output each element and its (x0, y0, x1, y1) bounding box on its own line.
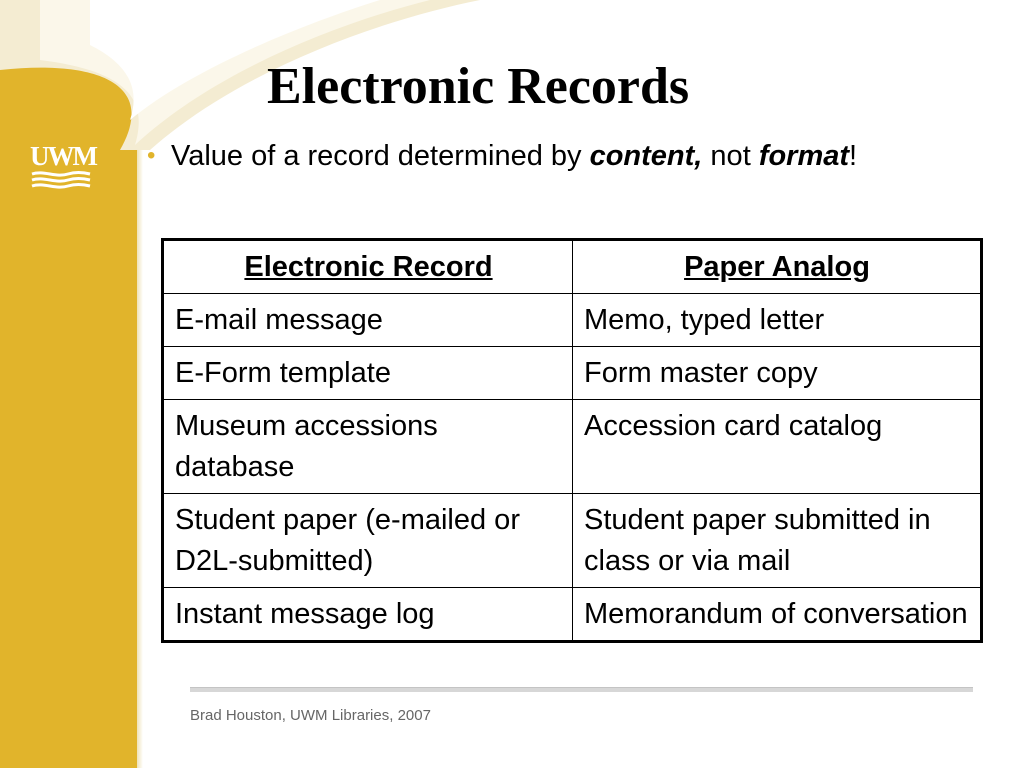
table-cell: Accession card catalog (573, 400, 982, 494)
column-header-electronic-record: Electronic Record (163, 240, 573, 294)
table-cell: E-Form template (163, 347, 573, 400)
table-cell: Form master copy (573, 347, 982, 400)
table-row (163, 588, 982, 642)
slide-title: Electronic Records (267, 58, 690, 115)
table-cell: Instant message log (163, 588, 573, 642)
table-cell: Memorandum of conversation (573, 588, 982, 642)
table-header-row (163, 240, 982, 294)
bullet-text-after: ! (849, 140, 858, 172)
table-row (163, 294, 982, 347)
records-table (161, 238, 983, 643)
footer-credit: Brad Houston, UWM Libraries, 2007 (190, 707, 431, 724)
bullet-text-before: Value of a record determined by (171, 140, 590, 172)
uwm-logo-icon (30, 142, 96, 192)
bullet-point (147, 138, 857, 174)
bullet-text-middle: not (702, 140, 759, 172)
table-cell: Student paper (e-mailed or D2L-submitted) (163, 494, 573, 588)
table-row (163, 400, 982, 494)
table-row (163, 347, 982, 400)
logo-waves-icon (30, 170, 92, 190)
table-cell: Student paper submitted in class or via mail (573, 494, 982, 588)
table-cell: Museum accessions database (163, 400, 573, 494)
bullet-emphasis-content: content, (589, 140, 703, 172)
bullet-dot-icon: • (147, 142, 156, 169)
table-row (163, 494, 982, 588)
logo-text: UWM (30, 141, 96, 171)
bullet-emphasis-format: format (758, 140, 850, 172)
column-header-paper-analog: Paper Analog (573, 240, 982, 294)
table-cell: Memo, typed letter (573, 294, 982, 347)
footer-divider (190, 687, 973, 692)
table-cell: E-mail message (163, 294, 573, 347)
